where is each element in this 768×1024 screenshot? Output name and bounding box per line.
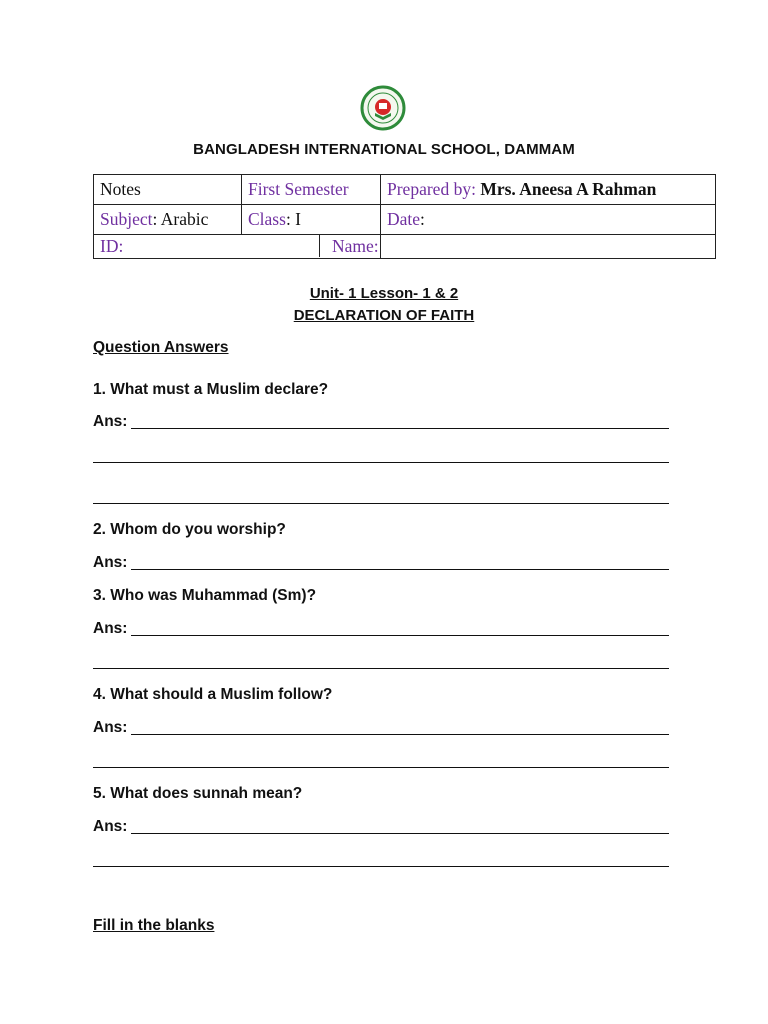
unit-lesson: Unit- 1 Lesson- 1 & 2 [309, 285, 459, 302]
notes-label: Notes [100, 179, 141, 199]
subject-label: Subject [100, 209, 153, 229]
school-name: BANGLADESH INTERNATIONAL SCHOOL, DAMMAM [193, 141, 575, 158]
fill-blanks-heading: Fill in the blanks [93, 917, 215, 934]
question-5: 5. What does sunnah mean? [93, 785, 303, 802]
date-label: Date [387, 209, 421, 229]
answer-label-4: Ans: [93, 719, 128, 736]
answer-line-3b[interactable] [93, 668, 669, 669]
answer-line-2[interactable] [131, 569, 669, 570]
semester-cell [242, 175, 381, 205]
answer-line-3[interactable] [131, 635, 669, 636]
answer-line-5b[interactable] [93, 866, 669, 867]
prepared-by-value: Mrs. Aneesa A Rahman [480, 179, 657, 199]
answer-line-4[interactable] [131, 734, 669, 735]
prepared-by-label: Prepared by: [387, 179, 476, 199]
class-label: Class [248, 209, 286, 229]
date-cell [381, 205, 716, 235]
answer-label-2: Ans: [93, 554, 128, 571]
answer-line-4b[interactable] [93, 767, 669, 768]
info-table [93, 174, 716, 259]
notes-cell [94, 175, 242, 205]
class-cell [242, 205, 381, 235]
question-3: 3. Who was Muhammad (Sm)? [93, 587, 317, 604]
answer-line-5[interactable] [131, 833, 669, 834]
answer-line-1[interactable] [131, 428, 669, 429]
subject-value: : Arabic [152, 209, 209, 229]
prepared-by-cell [381, 175, 716, 205]
name-label: Name: [332, 236, 379, 256]
id-label: ID: [100, 236, 124, 256]
name-cell [332, 235, 716, 259]
answer-label-5: Ans: [93, 818, 128, 835]
class-value: : I [285, 209, 302, 229]
question-1: 1. What must a Muslim declare? [93, 381, 329, 398]
question-4: 4. What should a Muslim follow? [93, 686, 333, 703]
answer-line-1b[interactable] [93, 462, 669, 463]
school-crest-icon [360, 85, 406, 131]
date-value: : [420, 209, 425, 229]
subject-cell [94, 205, 242, 235]
answer-label-3: Ans: [93, 620, 128, 637]
question-2: 2. Whom do you worship? [93, 521, 286, 538]
section-heading: Question Answers [93, 339, 229, 356]
lesson-title: DECLARATION OF FAITH [293, 307, 475, 324]
answer-line-1c[interactable] [93, 503, 669, 504]
answer-label-1: Ans: [93, 413, 128, 430]
semester-label: First Semester [248, 179, 349, 199]
